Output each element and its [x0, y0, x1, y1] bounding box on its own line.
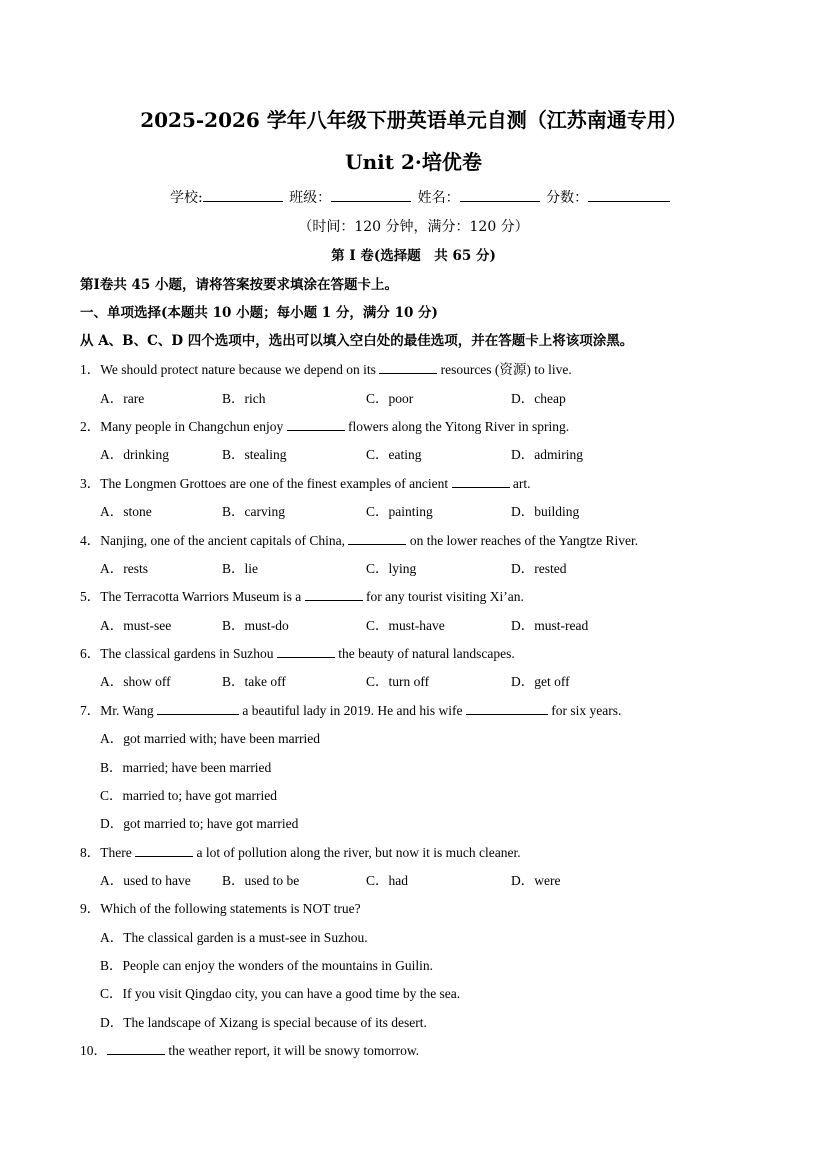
option-b: B．People can enjoy the wonders of the mountains in Guilin.	[100, 958, 433, 973]
option-a: A．The classical garden is a must-see in Suzhou.	[100, 930, 368, 945]
option-c: C．If you visit Qingdao city, you can have a good time by the sea.	[100, 986, 461, 1001]
answer-blank	[305, 588, 363, 601]
option-c: C．turn off	[366, 674, 430, 689]
option-a: A．rests	[100, 561, 148, 576]
part-title: 第 I 卷(选择题 共 65 分)	[331, 248, 496, 264]
option-c: C．must-have	[366, 618, 445, 633]
section-description: 从 A、B、C、D 四个选项中，选出可以填入空白处的最佳选项，并在答题卡上将该项涂黑。	[80, 333, 634, 349]
option-c: C．lying	[366, 561, 417, 576]
option-a: A．used to have	[100, 873, 191, 888]
option-b: B．married; have been married	[100, 760, 272, 775]
class-blank	[331, 187, 411, 202]
answer-blank	[107, 1042, 165, 1055]
option-b: B．used to be	[222, 873, 300, 888]
question-9: 9．Which of the following statements is NOT true?	[80, 901, 361, 916]
option-b: B．must-do	[222, 618, 289, 633]
answer-blank	[287, 418, 345, 431]
option-d: D．rested	[511, 561, 567, 576]
option-d: D．get off	[511, 674, 570, 689]
name-blank	[460, 187, 540, 202]
option-d: D．got married to; have got married	[100, 816, 299, 831]
question-2: 2．Many people in Changchun enjoy flowers along the Yitong River in spring.	[80, 419, 570, 434]
option-b: B．rich	[222, 391, 266, 406]
question-8: 8．There a lot of pollution along the river, but now it is much cleaner.	[80, 845, 521, 860]
school-label: 学校:	[170, 190, 203, 206]
question-3: 3．The Longmen Grottoes are one of the finest examples of ancient art.	[80, 476, 531, 491]
option-a: A．rare	[100, 391, 145, 406]
option-b: B．lie	[222, 561, 258, 576]
option-b: B．carving	[222, 504, 285, 519]
answer-blank	[348, 532, 406, 545]
student-info-line	[170, 187, 672, 207]
page-title: 2025-2026 学年八年级下册英语单元自测（江苏南通专用）	[140, 108, 687, 132]
answer-blank	[277, 645, 335, 658]
option-c: C．painting	[366, 504, 433, 519]
option-b: B．stealing	[222, 447, 287, 462]
option-b: B．take off	[222, 674, 286, 689]
school-blank	[203, 187, 283, 202]
option-d: D．The landscape of Xizang is special because of its desert.	[100, 1015, 427, 1030]
option-c: C．had	[366, 873, 408, 888]
instruction-line: 第Ⅰ卷共 45 小题，请将答案按要求填涂在答题卡上。	[80, 277, 399, 293]
option-d: D．admiring	[511, 447, 583, 462]
option-a: A．stone	[100, 504, 152, 519]
option-a: A．show off	[100, 674, 171, 689]
question-4: 4．Nanjing, one of the ancient capitals of China, on the lower reaches of the Yangtze River.	[80, 533, 639, 548]
question-5: 5．The Terracotta Warriors Museum is a for any tourist visiting Xi’an.	[80, 589, 524, 604]
answer-blank	[466, 702, 548, 715]
name-label: 姓名：	[417, 190, 460, 206]
class-label: 班级：	[289, 190, 332, 206]
answer-blank	[135, 844, 193, 857]
answer-blank	[452, 475, 510, 488]
option-a: A．got married with; have been married	[100, 731, 321, 746]
option-d: D．building	[511, 504, 580, 519]
answer-blank	[157, 702, 239, 715]
question-10: 10． the weather report, it will be snowy tomorrow.	[80, 1043, 420, 1058]
question-6: 6．The classical gardens in Suzhou the beauty of natural landscapes.	[80, 646, 515, 661]
section-heading: 一、单项选择(本题共 10 小题；每小题 1 分，满分 10 分)	[80, 305, 438, 321]
option-d: D．were	[511, 873, 561, 888]
score-blank	[588, 187, 670, 202]
option-c: C．poor	[366, 391, 414, 406]
unit-subtitle: Unit 2·培优卷	[345, 150, 482, 174]
option-c: C．eating	[366, 447, 422, 462]
time-info: （时间：120 分钟，满分：120 分）	[298, 219, 529, 235]
option-a: A．must-see	[100, 618, 172, 633]
option-c: C．married to; have got married	[100, 788, 277, 803]
option-d: D．must-read	[511, 618, 589, 633]
question-7: 7．Mr. Wang a beautiful lady in 2019. He and his wife for six years.	[80, 703, 622, 718]
question-1: 1．We should protect nature because we depend on its resources (资源) to live.	[80, 362, 572, 377]
option-d: D．cheap	[511, 391, 566, 406]
answer-blank	[379, 361, 437, 374]
option-a: A．drinking	[100, 447, 169, 462]
score-label: 分数：	[546, 190, 589, 206]
